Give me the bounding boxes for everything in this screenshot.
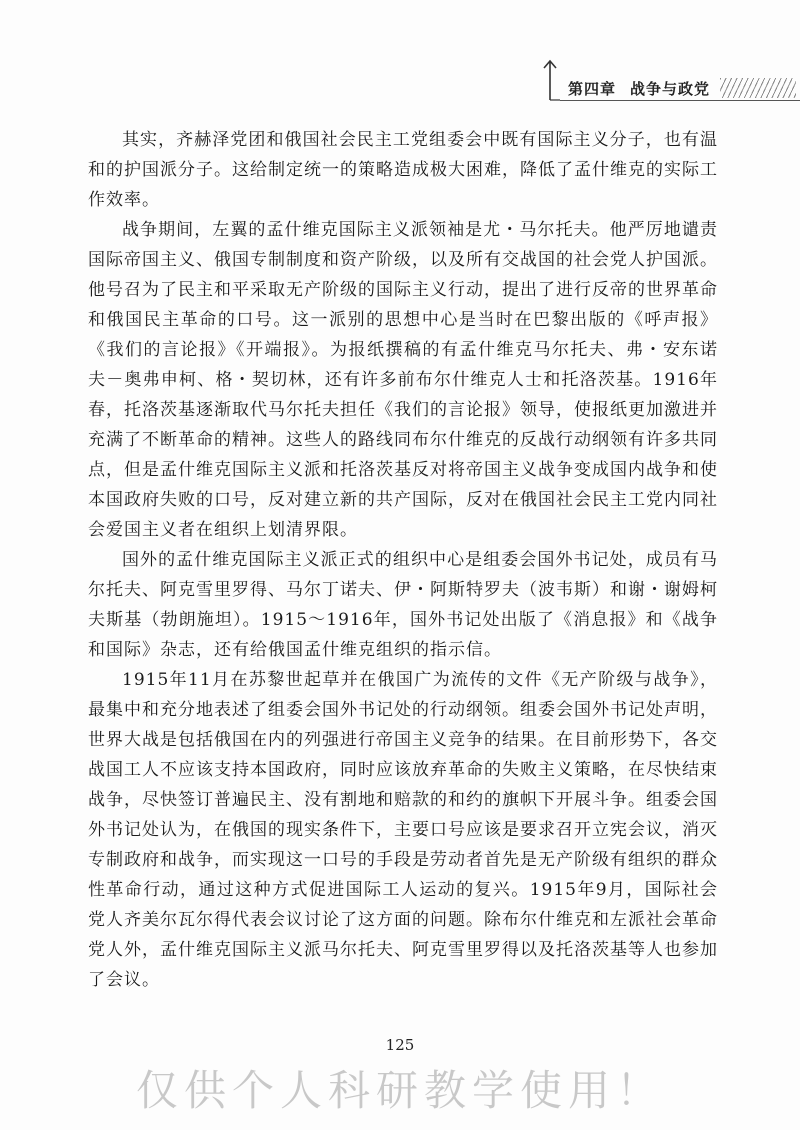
chapter-title: 战争与政党 [630,80,711,98]
body-text [88,125,718,995]
header-arrow-icon [540,58,560,102]
watermark: 仅供个人科研教学使用！ [135,1066,664,1115]
chapter-number: 第四章 [568,80,617,98]
header-hatch-decoration [720,78,796,98]
paragraph-3: 国外的孟什维克国际主义派正式的组织中心是组委会国外书记处，成员有马尔托夫、阿克雪里罗得、马尔丁诺夫、伊・阿斯特罗夫（波韦斯）和谢・谢姆柯夫斯基（勃朗施坦）。1915～1916年，国外书记处出版了《消息报》和《战争和国际》杂志，还有给俄国孟什维克组织的指示信。 [88,550,718,660]
chapter-heading [568,78,710,99]
header-rule [560,100,800,101]
paragraph-2: 战争期间，左翼的孟什维克国际主义派领袖是尤・马尔托夫。他严厉地谴责国际帝国主义、俄国专制制度和资产阶级，以及所有交战国的社会党人护国派。他号召为了民主和平采取无产阶级的国际主义行动，提出了进行反帝的世界革命和俄国民主革命的口号。这一派别的思想中心是当时在巴黎出版的《呼声报》《我们的言论报》《开端报》。为报纸撰稿的有孟什维克马尔托夫、弗・安东诺夫－奥弗申柯、格・契切林，还有许多前布尔什维克人士和托洛茨基。1916年春，托洛茨基逐渐取代马尔托夫担任《我们的言论报》领导，使报纸更加激进并充满了不断革命的精神。这些人的路线同布尔什维克的反战行动纲领有许多共同点，但是孟什维克国际主义派和托洛茨基反对将帝国主义战争变成国内战争和使本国政府失败的口号，反对建立新的共产国际，反对在俄国社会民主工党内同社会爱国主义者在组织上划清界限。 [88,220,718,540]
paragraph-1: 其实，齐赫泽党团和俄国社会民主工党组委会中既有国际主义分子，也有温和的护国派分子。这给制定统一的策略造成极大困难，降低了孟什维克的实际工作效率。 [88,130,718,210]
paragraph-4: 1915年11月在苏黎世起草并在俄国广为流传的文件《无产阶级与战争》，最集中和充分地表述了组委会国外书记处的行动纲领。组委会国外书记处声明，世界大战是包括俄国在内的列强进行帝国主义竞争的结果。在目前形势下，各交战国工人不应该支持本国政府，同时应该放弃革命的失败主义策略，在尽快结束战争，尽快签订普遍民主、没有割地和赔款的和约的旗帜下开展斗争。组委会国外书记处认为，在俄国的现实条件下，主要口号应该是要求召开立宪会议，消灭专制政府和战争，而实现这一口号的手段是劳动者首先是无产阶级有组织的群众性革命行动，通过这种方式促进国际工人运动的复兴。1915年9月，国际社会党人齐美尔瓦尔得代表会议讨论了这方面的问题。除布尔什维克和左派社会革命党人外，孟什维克国际主义派马尔托夫、阿克雪里罗得以及托洛茨基等人也参加了会议。 [88,670,718,990]
page-number: 125 [385,1036,415,1054]
